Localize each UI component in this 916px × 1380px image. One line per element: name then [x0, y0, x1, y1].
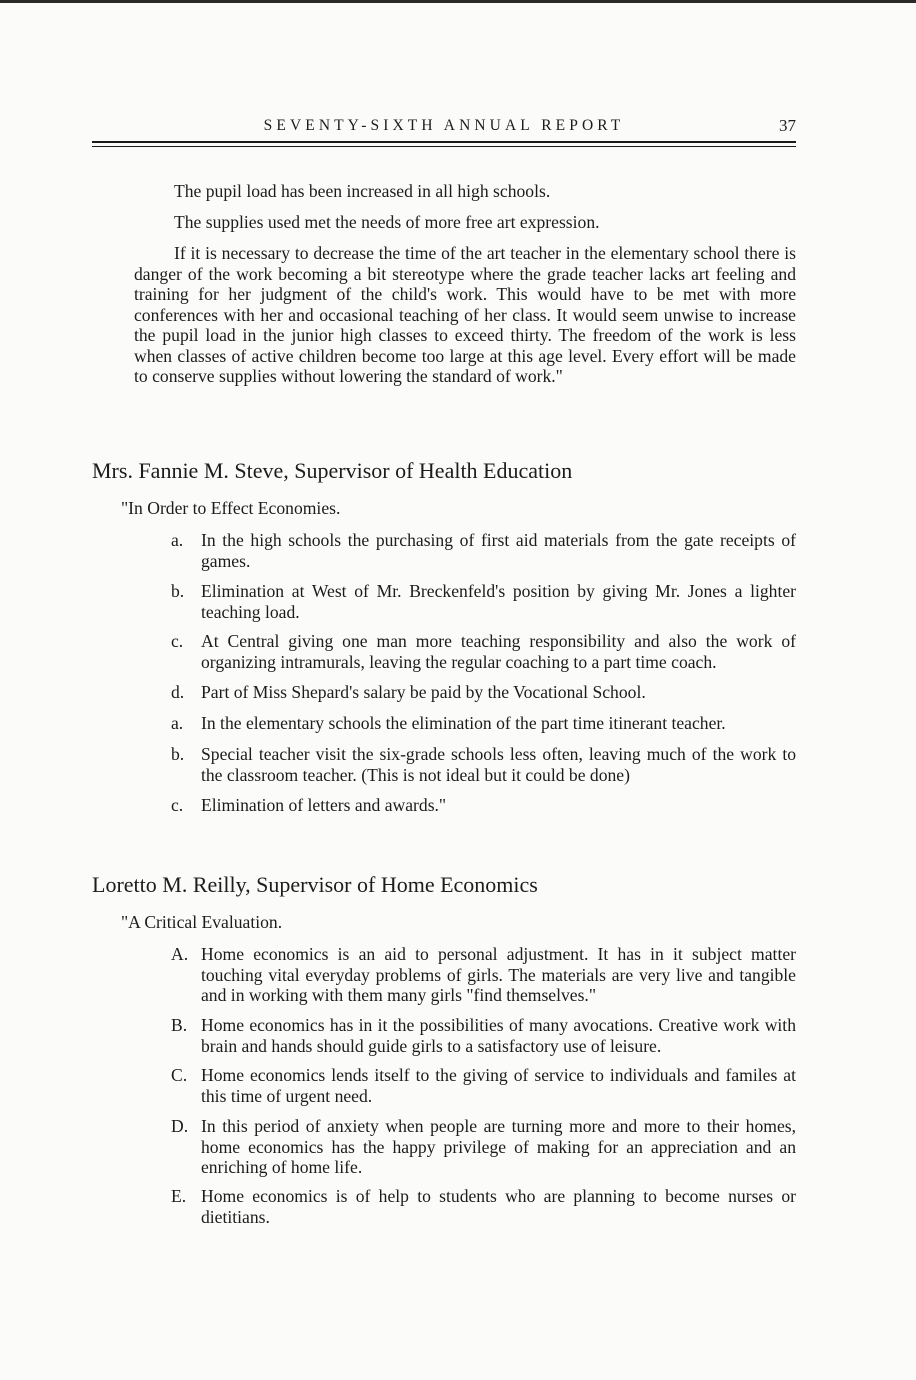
running-header	[92, 115, 796, 139]
list-item-text: At Central giving one man more teaching responsibility and also the work of organizing intramurals, leaving the regular coaching to a part time coach.	[201, 631, 796, 672]
list-item	[171, 682, 796, 703]
list-item	[171, 1116, 796, 1178]
list-item-text: In the high schools the purchasing of first aid materials from the gate receipts of games.	[201, 530, 796, 571]
intro-paragraph: The pupil load has been increased in all high schools.	[174, 181, 551, 201]
section-lead-health: "In Order to Effect Economies.	[121, 498, 341, 518]
intro-paragraph: The supplies used met the needs of more free art expression.	[174, 212, 600, 232]
list-item	[171, 713, 796, 734]
list-item-text: In the elementary schools the elimination of the part time itinerant teacher.	[201, 713, 726, 733]
list-marker: c.	[171, 631, 184, 651]
list-marker: b.	[171, 744, 185, 764]
list-item	[171, 944, 796, 1006]
list-marker: A.	[171, 944, 189, 964]
list-item	[171, 744, 796, 785]
list-marker: C.	[171, 1065, 188, 1085]
list-marker: a.	[171, 713, 184, 733]
list-item-text: Home economics has in it the possibilities of many avocations. Creative work with brain and hands should guide girls to a satisfactory use of leisure.	[201, 1015, 796, 1056]
list-marker: D.	[171, 1116, 189, 1136]
list-item-text: Part of Miss Shepard's salary be paid by the Vocational School.	[201, 682, 646, 702]
list-marker: d.	[171, 682, 185, 702]
list-item	[171, 631, 796, 672]
list-item	[171, 795, 796, 816]
list-item-text: Home economics lends itself to the giving of service to individuals and familes at this time of urgent need.	[201, 1065, 796, 1106]
list-item-text: In this period of anxiety when people are turning more and more to their homes, home economics has the happy privilege of making for an appreciation and an enriching of home life.	[201, 1116, 796, 1177]
page-number: 37	[779, 116, 796, 135]
list-item	[171, 1186, 796, 1227]
report-title: SEVENTY-SIXTH ANNUAL REPORT	[263, 117, 625, 134]
list-item-text: Home economics is of help to students who are planning to become nurses or dietitians.	[201, 1186, 796, 1227]
list-marker: E.	[171, 1186, 187, 1206]
list-marker: B.	[171, 1015, 188, 1035]
list-item	[171, 1065, 796, 1106]
list-item-text: Home economics is an aid to personal adjustment. It has in it subject matter touching vital everyday problems of girls. The materials are very live and tangible and in working with them many girls "find themselves."	[201, 944, 796, 1005]
header-rule-thick	[92, 141, 796, 143]
list-item-text: Special teacher visit the six-grade schools less often, leaving much of the work to the classroom teacher. (This is not ideal but it could be done)	[201, 744, 796, 785]
list-item-text: Elimination at West of Mr. Breckenfeld's position by giving Mr. Jones a lighter teaching load.	[201, 581, 796, 622]
list-marker: a.	[171, 530, 184, 550]
section-heading-home-economics: Loretto M. Reilly, Supervisor of Home Economics	[92, 872, 538, 897]
list-item	[171, 530, 796, 571]
list-marker: b.	[171, 581, 185, 601]
header-rule-thin	[92, 146, 796, 147]
list-marker: c.	[171, 795, 184, 815]
section-lead-home-economics: "A Critical Evaluation.	[121, 912, 283, 932]
intro-paragraph: If it is necessary to decrease the time of the art teacher in the elementary school there is danger of the work becoming a bit stereotype where the grade teacher lacks art feeling and training for her judgment of the child's work. This would have to be met with more conferences with her and occasional teaching of her class. It would seem unwise to increase the pupil load in the junior high classes to exceed thirty. The freedom of the work is less when classes of active children become too large at this age level. Every effort will be made to conserve supplies without lowering the standard of work."	[134, 243, 796, 386]
list-item	[171, 581, 796, 622]
section-heading-health: Mrs. Fannie M. Steve, Supervisor of Health Education	[92, 458, 573, 483]
page-top-edge	[0, 0, 916, 3]
list-item	[171, 1015, 796, 1056]
list-item-text: Elimination of letters and awards."	[201, 795, 447, 815]
